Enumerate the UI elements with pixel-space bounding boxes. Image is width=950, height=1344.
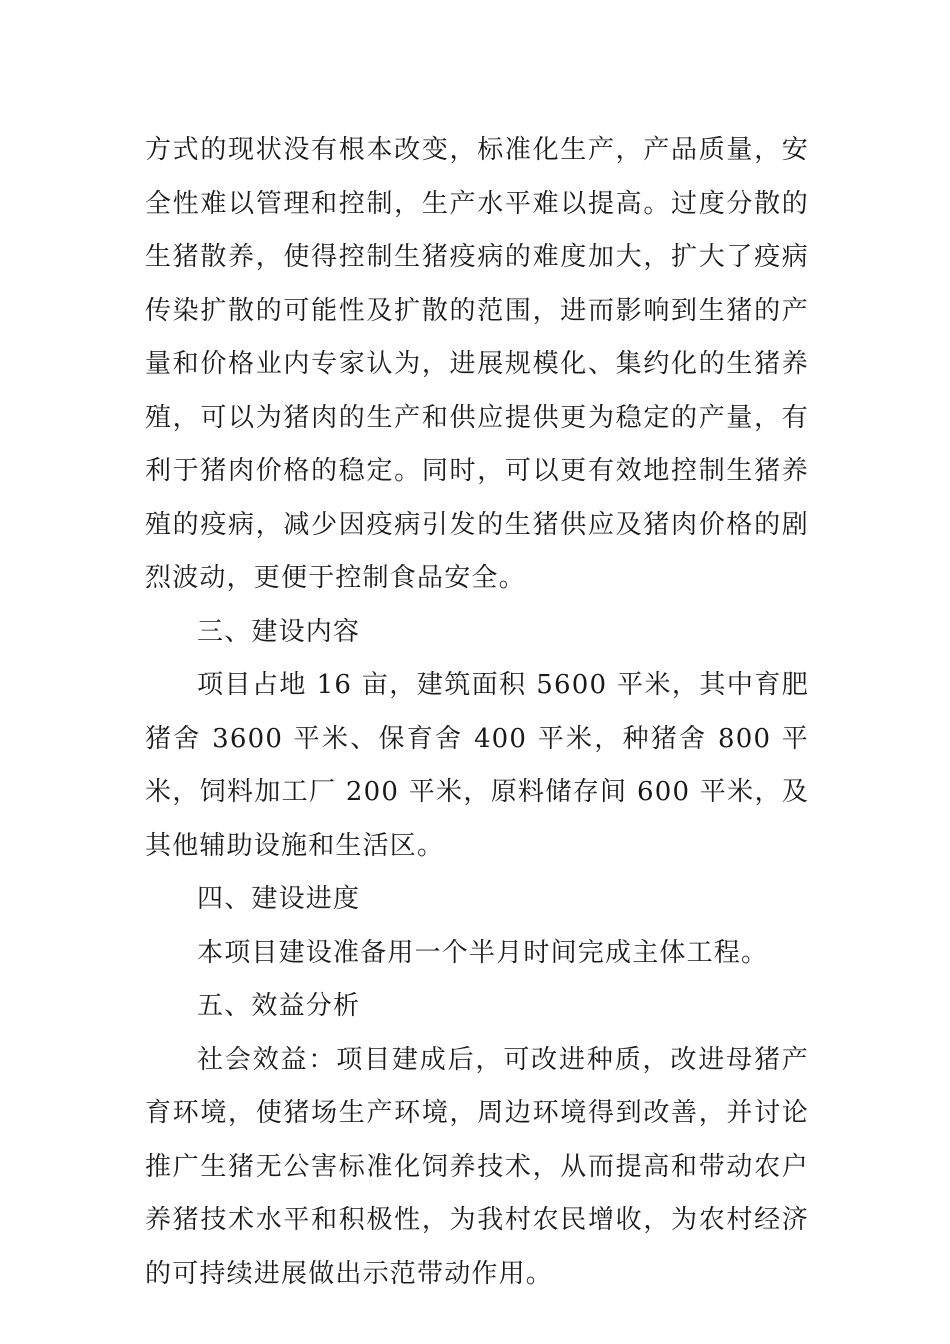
heading-construction-content: 三、建设内容 <box>197 616 361 647</box>
paragraph-social-benefit: 社会效益：项目建成后，可改进种质，改进母猪产育环境，使猪场生产环境，周边环境得到改善，并讨论推广生猪无公害标准化饲养技术，从而提高和带动农户养猪技术水平和积极性，为我村农民增收，为农村经济的可持续进展做出示范带动作用。 <box>145 1044 809 1289</box>
heading-benefit-analysis: 五、效益分析 <box>197 991 361 1021</box>
paragraph-construction-schedule: 本项目建设准备用一个半月时间完成主体工程。 <box>197 937 769 968</box>
paragraph-continuation: 方式的现状没有根本改变，标准化生产，产品质量，安全性难以管理和控制，生产水平难以提高。过度分散的生猪散养，使得控制生猪疫病的难度加大，扩大了疫病传染扩散的可能性及扩散的范围，进而影响到生猪的产量和价格业内专家认为，进展规模化、集约化的生猪养殖，可以为猪肉的生产和供应提供更为稳定的产量，有利于猪肉价格的稳定。同时，可以更有效地控制生猪养殖的疫病，减少因疫病引发的生猪供应及猪肉价格的剧烈波动，更便于控制食品安全。 <box>145 135 809 593</box>
paragraph-construction-content: 项目占地 16 亩，建筑面积 5600 平米，其中育肥猪舍 3600 平米、保育舍 400 平米，种猪舍 800 平米，饲料加工厂 200 平米，原料储存间 600 平米，及其他辅助设施和生活区。 <box>145 670 809 861</box>
document-body <box>145 124 809 1301</box>
heading-construction-schedule: 四、建设进度 <box>197 884 361 914</box>
